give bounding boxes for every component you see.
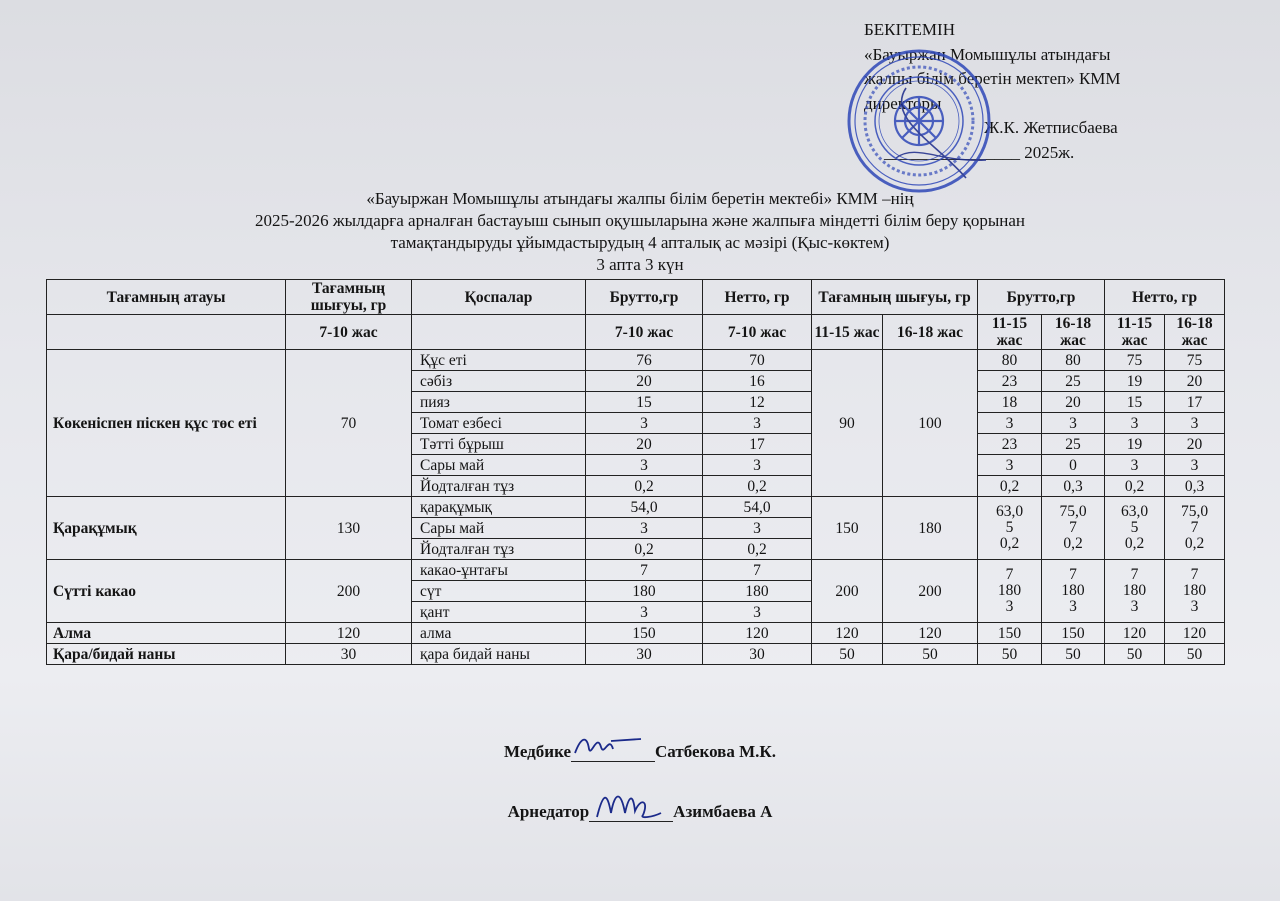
netto-16-18-cell: [1165, 560, 1225, 623]
netto-cell: 70: [703, 350, 812, 371]
netto-11-15-cell: 0,2: [1105, 476, 1165, 497]
dish-yield-bread: 30: [286, 644, 412, 665]
brutto-cell: 3: [586, 455, 703, 476]
title-line-4: 3 апта 3 күн: [596, 255, 684, 274]
title-line-3: тамақтандыруды ұйымдастырудың 4 апталық ас мәзірі (Қыс-көктем): [390, 233, 890, 252]
approval-position: директоры: [864, 93, 942, 113]
nurse-signature-line: [0, 742, 1280, 762]
brutto-16-18-cell: 25: [1042, 434, 1105, 455]
approval-heading: БЕКІТЕМІН: [864, 20, 955, 39]
brutto-cell: 3: [586, 413, 703, 434]
brutto-16-18-cell: 20: [1042, 392, 1105, 413]
value-line: 5: [1005, 519, 1014, 536]
approval-date: ________________ 2025ж.: [884, 142, 1075, 162]
brutto-11-15-cell: 0,2: [978, 476, 1042, 497]
value-line: 180: [997, 582, 1022, 599]
netto-11-15-cell: 120: [1105, 623, 1165, 644]
brutto-cell: 54,0: [586, 497, 703, 518]
tenant-signature-line: [0, 802, 1280, 822]
value-line: 0,2: [1124, 535, 1145, 552]
age-blank-cell: [47, 315, 286, 350]
netto-11-15-cell: 3: [1105, 455, 1165, 476]
yield-11-15-cell: 50: [812, 644, 883, 665]
yield-16-18-cell: 100: [883, 350, 978, 497]
header-dish-name: Тағамның атауы: [47, 280, 286, 315]
value-line: 7: [1005, 566, 1014, 583]
brutto-11-15-cell: 23: [978, 434, 1042, 455]
netto-11-15-cell: 75: [1105, 350, 1165, 371]
brutto-11-15-cell: [978, 497, 1042, 560]
netto-cell: 0,2: [703, 476, 812, 497]
tenant-label: Арнедатор: [507, 802, 590, 821]
table-age-row: [47, 315, 1225, 350]
value-line: 5: [1130, 519, 1139, 536]
brutto-cell: 7: [586, 560, 703, 581]
value-line: 7: [1190, 519, 1199, 536]
value-line: 0,2: [1184, 535, 1205, 552]
dish-yield-chicken: 70: [286, 350, 412, 497]
dish-name-apple: Алма: [47, 623, 286, 644]
brutto-16-18-cell: 50: [1042, 644, 1105, 665]
header-dish-yield: Тағамның шығуы, гр: [286, 280, 412, 315]
title-line-1: «Бауыржан Момышұлы атындағы жалпы білім беретін мектебі» КММ –нің: [366, 189, 914, 208]
netto-cell: 3: [703, 455, 812, 476]
yield-11-15-cell: 90: [812, 350, 883, 497]
brutto-16-18-cell: 80: [1042, 350, 1105, 371]
netto-11-15-cell: 3: [1105, 413, 1165, 434]
age-16-18-yield: 16-18 жас: [883, 315, 978, 350]
ingredient-cell: Томат езбесі: [412, 413, 586, 434]
netto-16-18-cell: 0,3: [1165, 476, 1225, 497]
header-netto-older: Нетто, гр: [1105, 280, 1225, 315]
header-ingredients: Қоспалар: [412, 280, 586, 315]
ingredient-cell: Йодталған тұз: [412, 476, 586, 497]
yield-16-18-cell: 120: [883, 623, 978, 644]
netto-16-18-cell: 17: [1165, 392, 1225, 413]
brutto-11-15-cell: 3: [978, 413, 1042, 434]
brutto-16-18-cell: 25: [1042, 371, 1105, 392]
age-7-10-netto: 7-10 жас: [703, 315, 812, 350]
dish-yield-cocoa: 200: [286, 560, 412, 623]
netto-16-18-cell: 75: [1165, 350, 1225, 371]
value-line: 7: [1069, 566, 1077, 583]
document-title: [0, 188, 1280, 276]
netto-16-18-cell: 50: [1165, 644, 1225, 665]
netto-cell: 3: [703, 413, 812, 434]
brutto-11-15-cell: 50: [978, 644, 1042, 665]
brutto-16-18-cell: 0: [1042, 455, 1105, 476]
ingredient-cell: қара бидай наны: [412, 644, 586, 665]
ingredient-cell: Сары май: [412, 455, 586, 476]
brutto-11-15-cell: 150: [978, 623, 1042, 644]
ingredient-cell: какао-ұнтағы: [412, 560, 586, 581]
ingredient-cell: Құс еті: [412, 350, 586, 371]
netto-16-18-cell: 3: [1165, 455, 1225, 476]
netto-11-15-cell: 19: [1105, 434, 1165, 455]
netto-16-18-cell: [1165, 497, 1225, 560]
value-line: 75,0: [1059, 503, 1087, 520]
header-brutto: Брутто,гр: [586, 280, 703, 315]
ingredient-cell: қарақұмық: [412, 497, 586, 518]
netto-16-18-cell: 3: [1165, 413, 1225, 434]
yield-16-18-cell: 200: [883, 560, 978, 623]
brutto-cell: 30: [586, 644, 703, 665]
netto-16-18-cell: 20: [1165, 434, 1225, 455]
nurse-signature-icon: [571, 743, 655, 762]
tenant-signature-icon: [589, 803, 673, 822]
brutto-16-18-cell: [1042, 560, 1105, 623]
dish-yield-buckwheat: 130: [286, 497, 412, 560]
brutto-16-18-cell: 3: [1042, 413, 1105, 434]
header-brutto-older: Брутто,гр: [978, 280, 1105, 315]
netto-cell: 120: [703, 623, 812, 644]
value-line: 3: [1130, 598, 1139, 615]
brutto-cell: 0,2: [586, 539, 703, 560]
value-line: 63,0: [1120, 503, 1149, 520]
approval-director-name: Ж.К. Жетписбаева: [984, 118, 1118, 137]
table-row: [47, 644, 1225, 665]
netto-cell: 180: [703, 581, 812, 602]
netto-16-18-cell: 20: [1165, 371, 1225, 392]
brutto-16-18-cell: [1042, 497, 1105, 560]
ingredient-cell: сүт: [412, 581, 586, 602]
value-line: 7: [1130, 566, 1139, 583]
brutto-cell: 150: [586, 623, 703, 644]
value-line: 75,0: [1180, 503, 1209, 520]
value-line: 0,2: [1063, 535, 1083, 552]
table-row: [47, 350, 1225, 371]
age-7-10-yield: 7-10 жас: [286, 315, 412, 350]
netto-11-15-cell: [1105, 497, 1165, 560]
brutto-16-18-cell: 150: [1042, 623, 1105, 644]
netto-cell: 17: [703, 434, 812, 455]
netto-cell: 3: [703, 602, 812, 623]
netto-cell: 12: [703, 392, 812, 413]
ingredient-cell: Йодталған тұз: [412, 539, 586, 560]
netto-11-15-cell: 15: [1105, 392, 1165, 413]
netto-cell: 0,2: [703, 539, 812, 560]
value-line: 180: [1122, 582, 1147, 599]
netto-11-15-cell: [1105, 560, 1165, 623]
age-blank-cell: [412, 315, 586, 350]
school-stamp-icon: [846, 48, 992, 194]
approval-org-line1: «Бауыржан Момышұлы атындағы: [864, 44, 1111, 64]
dish-name-cocoa: Сүтті какао: [47, 560, 286, 623]
age-7-10-brutto: 7-10 жас: [586, 315, 703, 350]
ingredient-cell: Тәтті бұрыш: [412, 434, 586, 455]
ingredient-cell: пияз: [412, 392, 586, 413]
nurse-name: Сатбекова М.К.: [655, 742, 776, 761]
brutto-11-15-cell: 18: [978, 392, 1042, 413]
ingredient-cell: алма: [412, 623, 586, 644]
value-line: 63,0: [995, 503, 1024, 520]
nurse-label: Медбике: [504, 742, 571, 761]
brutto-11-15-cell: 80: [978, 350, 1042, 371]
value-line: 0,2: [999, 535, 1020, 552]
brutto-cell: 3: [586, 518, 703, 539]
brutto-cell: 20: [586, 371, 703, 392]
yield-11-15-cell: 200: [812, 560, 883, 623]
header-netto: Нетто, гр: [703, 280, 812, 315]
brutto-cell: 0,2: [586, 476, 703, 497]
value-line: 7: [1069, 519, 1077, 536]
brutto-11-15-cell: [978, 560, 1042, 623]
age-11-15-yield: 11-15 жас: [812, 315, 883, 350]
yield-16-18-cell: 180: [883, 497, 978, 560]
dish-name-buckwheat: Қарақұмық: [47, 497, 286, 560]
yield-11-15-cell: 120: [812, 623, 883, 644]
age-11-15-brutto: 11-15 жас: [978, 315, 1042, 350]
brutto-11-15-cell: 23: [978, 371, 1042, 392]
yield-16-18-cell: 50: [883, 644, 978, 665]
title-line-2: 2025-2026 жылдарға арналған бастауыш сынып оқушыларына және жалпыға міндетті білім беру қорынан: [255, 211, 1025, 230]
netto-11-15-cell: 19: [1105, 371, 1165, 392]
value-line: 7: [1190, 566, 1199, 583]
dish-name-chicken: Көкеніспен піскен құс төс еті: [47, 350, 286, 497]
netto-16-18-cell: 120: [1165, 623, 1225, 644]
table-row: [47, 497, 1225, 518]
value-line: 3: [1069, 598, 1077, 615]
menu-table: [46, 279, 1225, 665]
brutto-16-18-cell: 0,3: [1042, 476, 1105, 497]
ingredient-cell: сәбіз: [412, 371, 586, 392]
dish-name-bread: Қара/бидай наны: [47, 644, 286, 665]
brutto-cell: 3: [586, 602, 703, 623]
ingredient-cell: Сары май: [412, 518, 586, 539]
value-line: 180: [1061, 582, 1085, 599]
approval-org-line2: жалпы білім беретін мектеп» КММ: [864, 69, 1121, 88]
dish-yield-apple: 120: [286, 623, 412, 644]
age-16-18-brutto: 16-18 жас: [1042, 315, 1105, 350]
brutto-cell: 20: [586, 434, 703, 455]
ingredient-cell: қант: [412, 602, 586, 623]
age-11-15-netto: 11-15 жас: [1105, 315, 1165, 350]
table-row: [47, 623, 1225, 644]
value-line: 180: [1182, 582, 1207, 599]
yield-11-15-cell: 150: [812, 497, 883, 560]
brutto-cell: 180: [586, 581, 703, 602]
netto-cell: 16: [703, 371, 812, 392]
header-dish-yield-older: Тағамның шығуы, гр: [812, 280, 978, 315]
age-16-18-netto: 16-18 жас: [1165, 315, 1225, 350]
table-row: [47, 560, 1225, 581]
table-header-row: [47, 280, 1225, 315]
netto-cell: 54,0: [703, 497, 812, 518]
brutto-11-15-cell: 3: [978, 455, 1042, 476]
brutto-cell: 76: [586, 350, 703, 371]
tenant-name: Азимбаева А: [673, 802, 773, 821]
netto-cell: 7: [703, 560, 812, 581]
brutto-cell: 15: [586, 392, 703, 413]
netto-11-15-cell: 50: [1105, 644, 1165, 665]
netto-cell: 3: [703, 518, 812, 539]
value-line: 3: [1005, 598, 1014, 615]
netto-cell: 30: [703, 644, 812, 665]
value-line: 3: [1190, 598, 1199, 615]
